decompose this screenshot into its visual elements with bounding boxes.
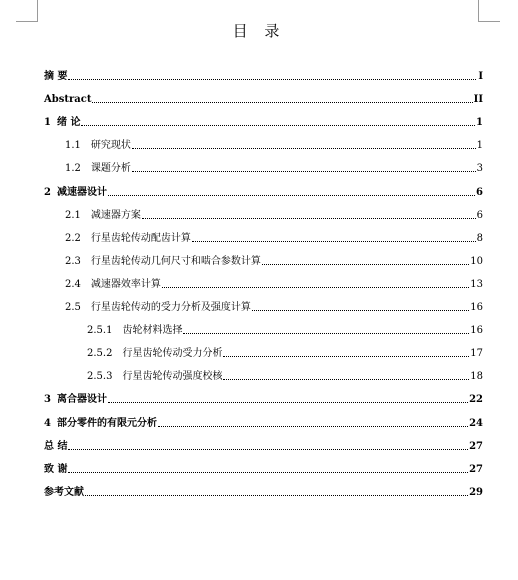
toc-entry-label: 行星齿轮传动的受力分析及强度计算 — [90, 302, 251, 314]
toc-dot-leader — [132, 148, 476, 149]
toc-entry[interactable] — [44, 268, 483, 291]
toc-entry-number: 1 — [44, 117, 51, 129]
toc-entry-label: 致 谢 — [44, 463, 68, 475]
toc-entry-number: 4 — [44, 417, 51, 429]
toc-entry[interactable] — [44, 60, 483, 83]
toc-entry-page-number: 1 — [476, 117, 483, 129]
toc-entry-page-number: 18 — [470, 371, 483, 383]
toc-entry[interactable] — [44, 106, 483, 129]
toc-entry-number: 2.4 — [65, 278, 81, 290]
toc-entry-label: 摘 要 — [44, 71, 68, 83]
page-corner-mark-top-left — [16, 0, 38, 22]
toc-entry-page-number: 22 — [469, 394, 483, 406]
toc-dot-leader — [132, 171, 476, 172]
toc-dot-leader — [252, 310, 469, 311]
toc-dot-leader — [92, 102, 472, 103]
toc-entry-page-number: 1 — [476, 140, 483, 152]
toc-entry[interactable] — [44, 337, 483, 360]
toc-entry-page-number: 6 — [476, 186, 483, 198]
toc-entry-page-number: 27 — [469, 440, 483, 452]
toc-entry-page-number: 27 — [469, 463, 483, 475]
toc-entry-label: 离合器设计 — [56, 394, 107, 406]
toc-entry-number: 2.5.3 — [87, 371, 113, 383]
toc-dot-leader — [85, 495, 468, 496]
toc-entry-label: 课题分析 — [90, 163, 131, 175]
page-title: 目 录 — [232, 22, 286, 40]
toc-dot-leader — [262, 264, 469, 265]
toc-entry[interactable] — [44, 222, 483, 245]
toc-entry-label: 齿轮材料选择 — [122, 325, 183, 337]
toc-dot-leader — [223, 356, 469, 357]
toc-dot-leader — [223, 379, 469, 380]
toc-entry-number: 2.2 — [65, 232, 81, 244]
toc-entry-number: 1.2 — [65, 163, 81, 175]
toc-dot-leader — [68, 472, 468, 473]
toc-entry-number: 2.5.1 — [87, 325, 113, 337]
toc-entry-label: 部分零件的有限元分析 — [56, 417, 157, 429]
toc-entry[interactable] — [44, 152, 483, 175]
toc-entry-label: 参考文献 — [44, 486, 84, 498]
toc-entry-number: 1.1 — [65, 140, 81, 152]
toc-dot-leader — [108, 402, 468, 403]
toc-entry[interactable] — [44, 291, 483, 314]
toc-entry[interactable] — [44, 245, 483, 268]
toc-dot-leader — [183, 333, 469, 334]
toc-dot-leader — [192, 241, 476, 242]
toc-entry-page-number: 6 — [476, 209, 483, 221]
toc-entry-label: 行星齿轮传动强度校核 — [122, 371, 223, 383]
toc-entry-number: 2.5 — [65, 302, 81, 314]
toc-entry-number: 2.5.2 — [87, 348, 113, 360]
toc-dot-leader — [108, 195, 475, 196]
toc-entry-number: 2 — [44, 186, 51, 198]
toc-dot-leader — [68, 449, 468, 450]
toc-entry-label: Abstract — [44, 94, 92, 106]
toc-entry-number: 3 — [44, 394, 51, 406]
toc-entry[interactable] — [44, 175, 483, 198]
toc-dot-leader — [162, 287, 469, 288]
toc-entry-page-number: 13 — [470, 278, 483, 290]
toc-entry[interactable] — [44, 406, 483, 429]
table-of-contents — [44, 60, 483, 499]
toc-entry-label: 减速器效率计算 — [90, 278, 161, 290]
toc-entry-page-number: 10 — [470, 255, 483, 267]
toc-dot-leader — [68, 79, 476, 80]
toc-entry-label: 行星齿轮传动几何尺寸和啮合参数计算 — [90, 255, 261, 267]
toc-entry[interactable] — [44, 83, 483, 106]
toc-dot-leader — [142, 218, 476, 219]
toc-entry[interactable] — [44, 129, 483, 152]
toc-entry-page-number: I — [478, 71, 483, 83]
toc-entry[interactable] — [44, 453, 483, 476]
toc-entry[interactable] — [44, 383, 483, 406]
toc-entry[interactable] — [44, 430, 483, 453]
toc-entry-label: 减速器设计 — [56, 186, 107, 198]
toc-entry-label: 绪 论 — [56, 117, 81, 129]
toc-entry-label: 行星齿轮传动配齿计算 — [90, 232, 191, 244]
toc-entry-page-number: 3 — [476, 163, 483, 175]
toc-entry-page-number: 17 — [470, 348, 483, 360]
toc-entry[interactable] — [44, 476, 483, 499]
page-corner-mark-top-right — [478, 0, 500, 22]
toc-dot-leader — [158, 426, 468, 427]
toc-entry[interactable] — [44, 199, 483, 222]
toc-entry-label: 行星齿轮传动受力分析 — [122, 348, 223, 360]
toc-entry-number: 2.1 — [65, 209, 81, 221]
toc-entry[interactable] — [44, 314, 483, 337]
toc-entry-label: 研究现状 — [90, 140, 131, 152]
toc-entry[interactable] — [44, 360, 483, 383]
toc-entry-page-number: 16 — [470, 302, 483, 314]
toc-entry-page-number: 29 — [469, 486, 483, 498]
toc-entry-page-number: 8 — [476, 232, 483, 244]
toc-entry-page-number: 24 — [469, 417, 483, 429]
toc-entry-number: 2.3 — [65, 255, 81, 267]
toc-dot-leader — [81, 125, 475, 126]
toc-entry-label: 减速器方案 — [90, 209, 141, 221]
toc-entry-label: 总 结 — [44, 440, 68, 452]
toc-entry-page-number: 16 — [470, 325, 483, 337]
toc-entry-page-number: II — [473, 94, 483, 106]
